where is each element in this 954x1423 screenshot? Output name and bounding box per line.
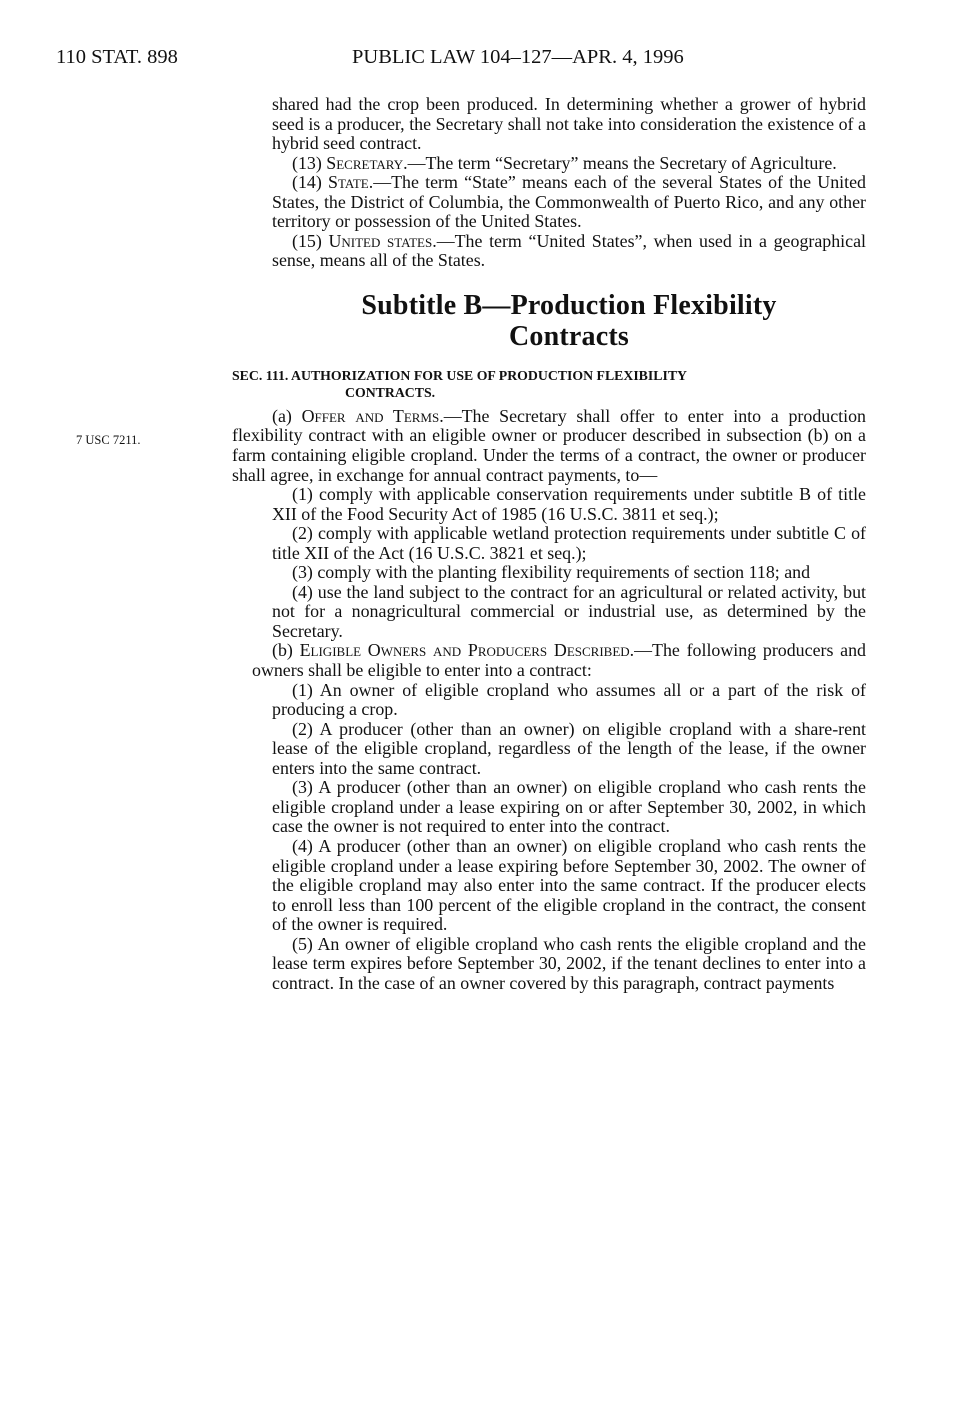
statute-page-number: 110 STAT. 898 [56, 46, 178, 68]
definition-15: (15) United states.—The term “United States”, when used in a geographical sense, means all of the States. [272, 230, 866, 271]
definition-14: (14) State.—The term “State” means each of the several States of the United States, the District of Columbia, the Commonwealth of Puerto Rico, and any other territory or possession of the United States. [272, 172, 866, 232]
definition-13: (13) Secretary.—The term “Secretary” means the Secretary of Agriculture. [292, 152, 837, 173]
body-text [232, 95, 866, 993]
definition-term: State [328, 172, 369, 193]
subsection-b-item-5: (5) An owner of eligible cropland who cash rents the eligible cropland and the lease term expires before September 30, 2002, if the tenant declines to enter into a contract. In the case of an owner covered by this paragraph, contract payments [272, 933, 866, 993]
running-header: PUBLIC LAW 104–127—APR. 4, 1996 [352, 46, 684, 68]
subsection-a-item-4: (4) use the land subject to the contract for an agricultural or related activity, but not for a nonagricultural commercial or industrial use, as determined by the Secretary. [272, 581, 866, 641]
definition-term: Secretary [326, 152, 404, 173]
section-heading: SEC. 111. AUTHORIZATION FOR USE OF PRODUCTION FLEXIBILITY CONTRACTS. [232, 367, 687, 400]
subsection-a-item-3: (3) comply with the planting flexibility requirements of section 118; and [292, 562, 811, 583]
subsection-a-item-2: (2) comply with applicable wetland protection requirements under subtitle C of title XII of the Act (16 U.S.C. 3821 et seq.); [272, 523, 866, 563]
subsection-b: (b) Eligible Owners and Producers Described.—The following producers and owners shall be eligible to enter into a contract: [252, 640, 866, 681]
subsection-b-item-1: (1) An owner of eligible cropland who assumes all or a part of the risk of producing a crop. [272, 679, 866, 720]
subsection-title: Eligible Owners and Producers Described [299, 640, 630, 661]
subsection-b-item-3: (3) A producer (other than an owner) on eligible cropland who cash rents the eligible cropland under a lease expiring on or after September 30, 2002, in which case the owner is not required to enter into the contract. [272, 777, 866, 837]
subsection-b-item-4: (4) A producer (other than an owner) on eligible cropland who cash rents the eligible cropland under a lease expiring before September 30, 2002. The owner of the eligible cropland may also enter into the same contract. If the producer elects to enroll less than 100 percent of the eligible cropland in the contract, the consent of the owner is required. [272, 835, 866, 935]
subsection-a-item-1: (1) comply with applicable conservation requirements under subtitle B of title XII of the Food Security Act of 1985 (16 U.S.C. 3811 et seq.); [272, 484, 866, 524]
definition-term: United states [328, 230, 433, 251]
subsection-title: Offer and Terms [301, 405, 440, 426]
continuation-paragraph: shared had the crop been produced. In determining whether a grower of hybrid seed is a producer, the Secretary shall not take into consideration the existence of a hybrid seed contract. [272, 94, 866, 154]
usc-citation-note: 7 USC 7211. [76, 433, 141, 447]
subtitle-heading: Subtitle B—Production Flexibility Contracts [361, 289, 777, 352]
subsection-b-item-2: (2) A producer (other than an owner) on eligible cropland with a share-rent lease of the eligible cropland, regardless of the length of the lease, if the owner enters into the same contract. [272, 718, 866, 778]
subsection-a: (a) Offer and Terms.—The Secretary shall offer to enter into a production flexibility contract with an eligible owner or producer described in subsection (b) on a farm containing eligible cropland. Under the terms of a contract, the owner or producer shall agree, in exchange for annual contract payments, to— [232, 405, 866, 485]
